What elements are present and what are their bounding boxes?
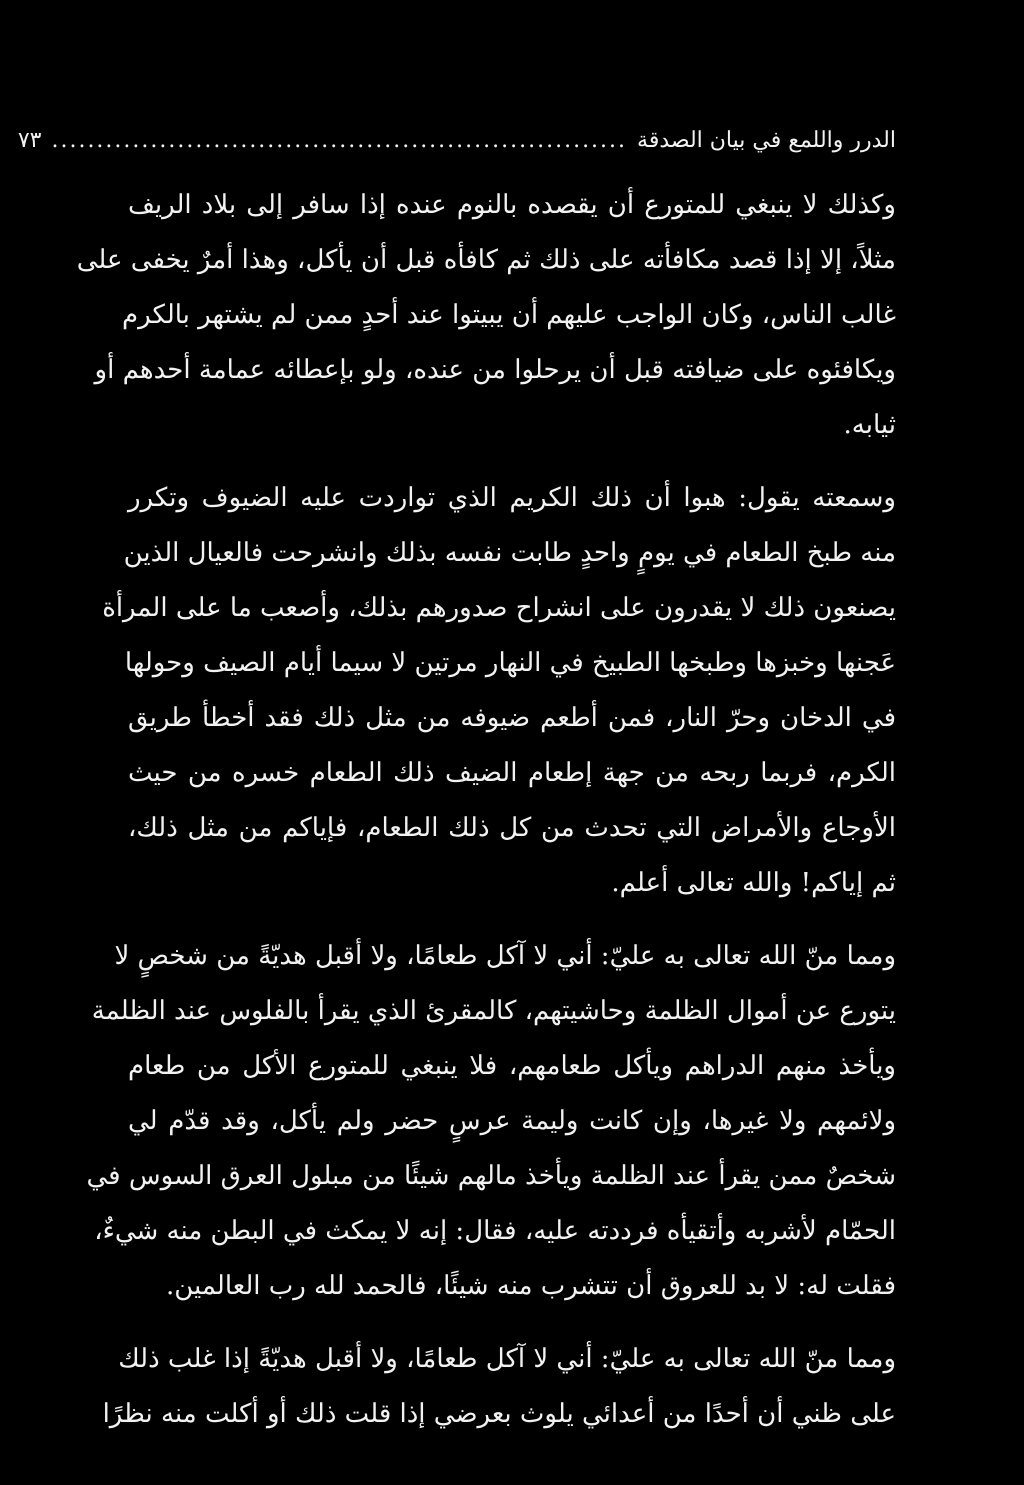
text-line: ومما منّ الله تعالى به عليّ: أني لا آكل طعامًا، ولا أقبل هديّةً إذا غلب ذلك [118,1344,896,1374]
text-line: غالب الناس، وكان الواجب عليهم أن يبيتوا عند أحدٍ ممن لم يشتهر بالكرم [122,300,896,330]
text-line: الأوجاع والأمراض التي تحدث من كل ذلك الطعام، فإياكم من مثل ذلك، [128,813,896,843]
page-number: ٧٣ [17,128,42,153]
text-line: مثلاً، إلا إذا قصد مكافأته على ذلك ثم كافأه قبل أن يأكل، وهذا أمرٌ يخفى على [76,245,896,275]
text-line: وسمعته يقول: هبوا أن ذلك الكريم الذي تواردت عليه الضيوف وتكرر [128,483,896,513]
text-line: منه طبخ الطعام في يومٍ واحدٍ طابت نفسه بذلك وانشرحت فالعيال الذين [123,538,896,568]
text-line: ثيابه. [843,410,896,440]
paragraph-2 [102,471,896,911]
text-line: ويأخذ منهم الدراهم ويأكل طعامهم، فلا ينبغي للمتورع الأكل من طعام [128,1051,896,1081]
text-line: في الدخان وحرّ النار، فمن أطعم ضيوفه من مثل ذلك فقد أخطأ طريق [128,703,896,733]
text-line: فقلت له: لا بد للعروق أن تتشرب منه شيئًا، فالحمد لله رب العالمين. [166,1271,896,1301]
text-line: شخصٌ ممن يقرأ عند الظلمة ويأخذ مالهم شيئًا من مبلول العرق السوس في [86,1161,896,1191]
paragraph-3 [86,929,896,1314]
text-line: الكرم، فربما ربحه من جهة إطعام الضيف ذلك الطعام خسره من حيث [128,758,896,788]
text-line: عَجنها وخبزها وطبخها الطبيخ في النهار مرتين لا سيما أيام الصيف وحولها [124,648,896,678]
running-title: الدرر واللمع في بيان الصدقة [637,128,896,153]
paragraph-4 [102,1332,896,1442]
dot-leader: ................................................................ [51,128,628,153]
text-line: يصنعون ذلك لا يقدرون على انشراح صدورهم بذلك، وأصعب ما على المرأة [102,593,896,623]
text-line: يتورع عن أموال الظلمة وحاشيتهم، كالمقرئ الذي يقرأ بالفلوس عند الظلمة [91,996,896,1026]
text-line: الحمّام لأشربه وأتقيأه فرددته عليه، فقال: إنه لا يمكث في البطن منه شيءٌ، [94,1216,896,1246]
page-header [17,128,896,178]
text-line: ومما منّ الله تعالى به عليّ: أني لا آكل طعامًا، ولا أقبل هديّةً من شخصٍ لا [114,941,896,971]
text-line: ولائمهم ولا غيرها، وإن كانت وليمة عرسٍ حضر ولم يأكل، وقد قدّم لي [128,1106,896,1136]
text-line: ثم إياكم! والله تعالى أعلم. [611,868,896,898]
book-page [17,128,896,1460]
text-line: على ظني أن أحدًا من أعدائي يلوث بعرضي إذا قلت ذلك أو أكلت منه نظرًا [102,1399,896,1429]
paragraph-1 [76,178,896,453]
text-line: وكذلك لا ينبغي للمتورع أن يقصده بالنوم عنده إذا سافر إلى بلاد الريف [128,190,896,220]
text-line: ويكافئوه على ضيافته قبل أن يرحلوا من عنده، ولو بإعطائه عمامة أحدهم أو [94,355,896,385]
